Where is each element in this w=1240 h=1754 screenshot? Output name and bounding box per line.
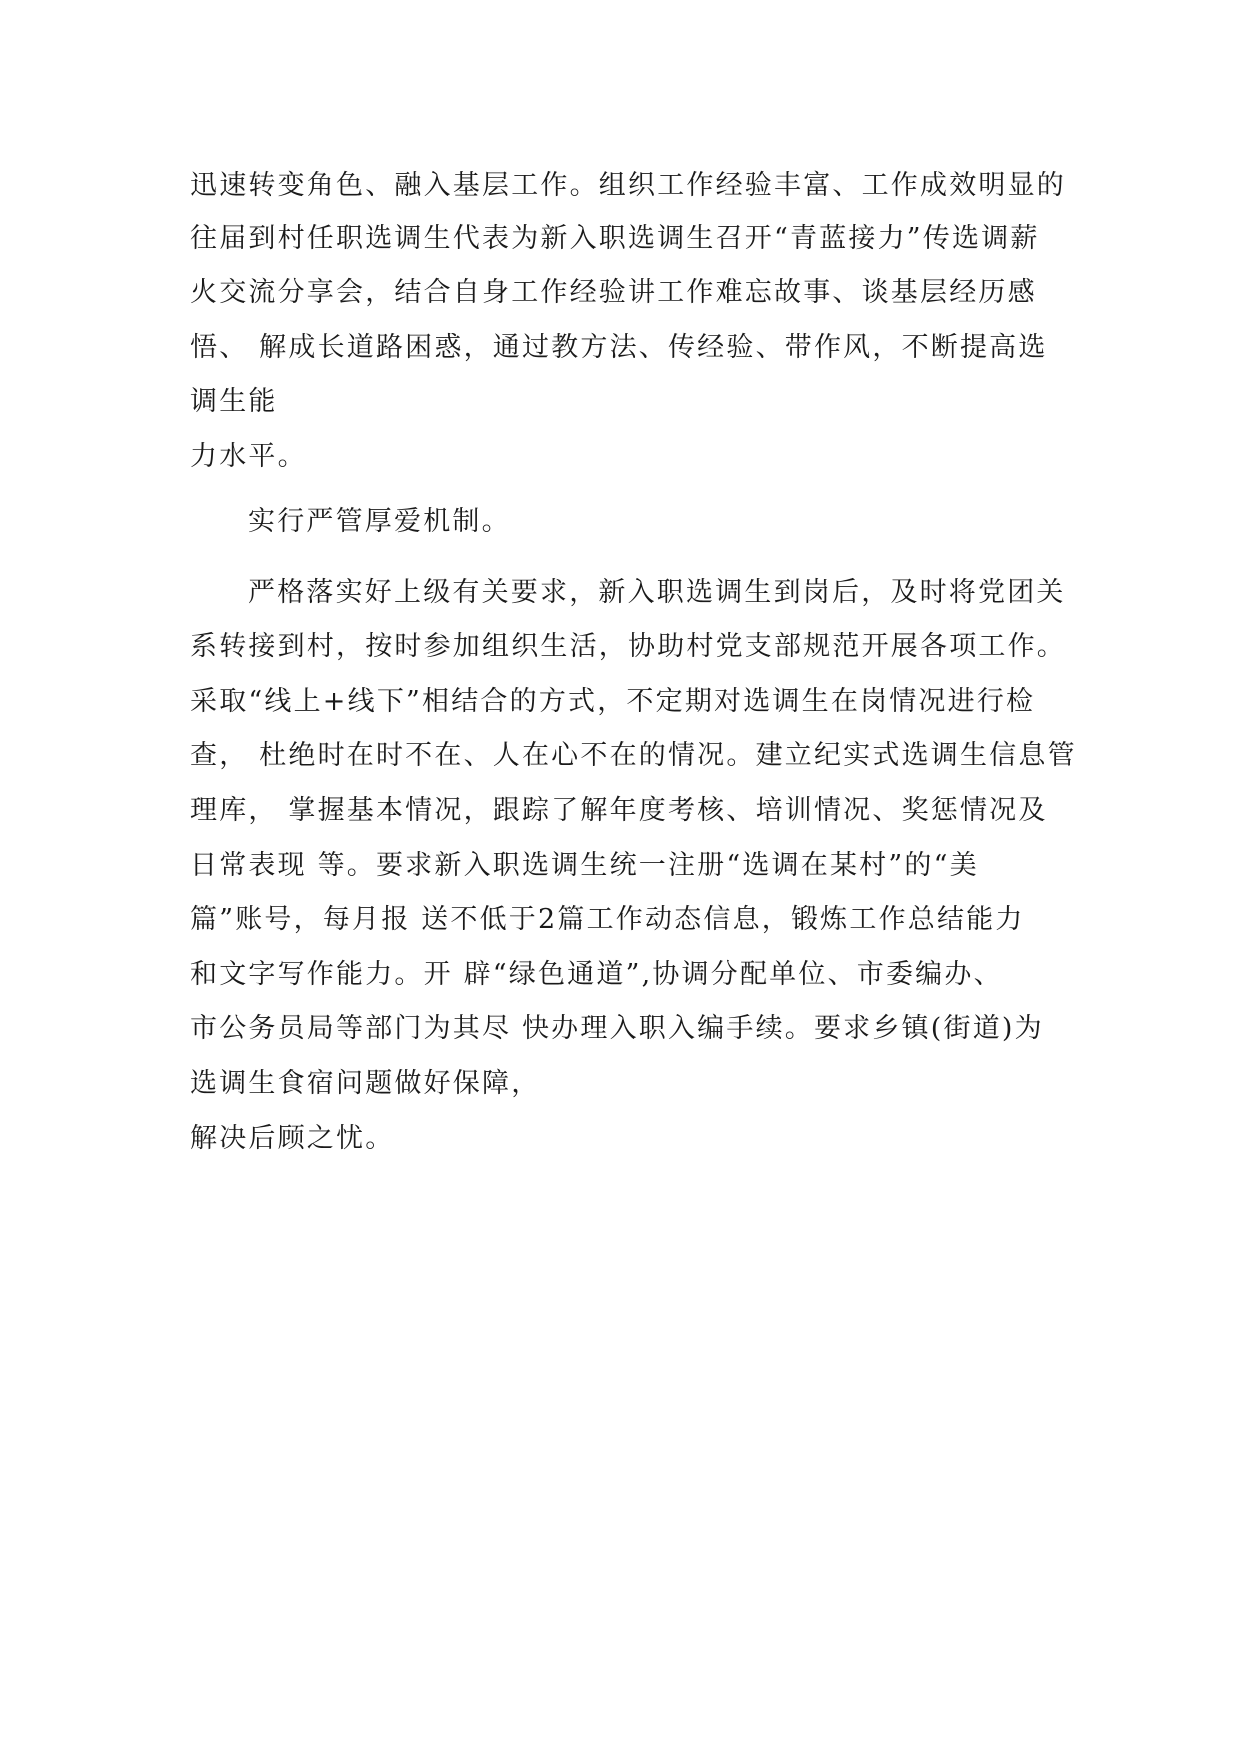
text-line-11: 查， 杜绝时在时不在、人在心不在的情况。建立纪实式选调生信息管 [190, 740, 1077, 771]
text-line-12: 理库， 掌握基本情况，跟踪了解年度考核、培训情况、奖惩情况及 [190, 795, 1048, 826]
text-line-15: 和文字写作能力。开 辟“绿色通道”,协调分配单位、市委编办、 [190, 959, 1003, 990]
text-line-18: 解决后顾之忧。 [190, 1123, 395, 1154]
text-line-13: 日常表现 等。要求新入职选调生统一注册“选调在某村”的“美 [190, 850, 979, 881]
text-line-3: 火交流分享会，结合自身工作经验讲工作难忘故事、谈基层经历感 [190, 277, 1037, 308]
text-line-14: 篇”账号，每月报 送不低于2篇工作动态信息，锻炼工作总结能力 [190, 904, 1025, 935]
text-line-2: 往届到村任职选调生代表为新入职选调生召开“青蓝接力”传选调薪 [190, 223, 1040, 254]
text-line-10: 采取“线上+线下”相结合的方式，不定期对选调生在岗情况进行检 [190, 686, 1036, 717]
text-line-1: 迅速转变角色、融入基层工作。组织工作经验丰富、工作成效明显的 [190, 170, 1066, 201]
text-line-9: 系转接到村，按时参加组织生活，协助村党支部规范开展各项工作。 [190, 631, 1066, 662]
text-line-17: 选调生食宿问题做好保障， [190, 1068, 541, 1099]
text-line-16: 市公务员局等部门为其尽 快办理入职入编手续。要求乡镇(街道)为 [190, 1013, 1044, 1044]
text-line-8: 严格落实好上级有关要求，新入职选调生到岗后，及时将党团关 [248, 577, 1066, 608]
text-line-5: 调生能 [190, 386, 278, 417]
text-line-4: 悟、 解成长道路困惑，通过教方法、传经验、带作风，不断提高选 [190, 332, 1048, 363]
text-line-6: 力水平。 [190, 441, 307, 472]
section-heading: 实行严管厚爱机制。 [248, 506, 511, 537]
